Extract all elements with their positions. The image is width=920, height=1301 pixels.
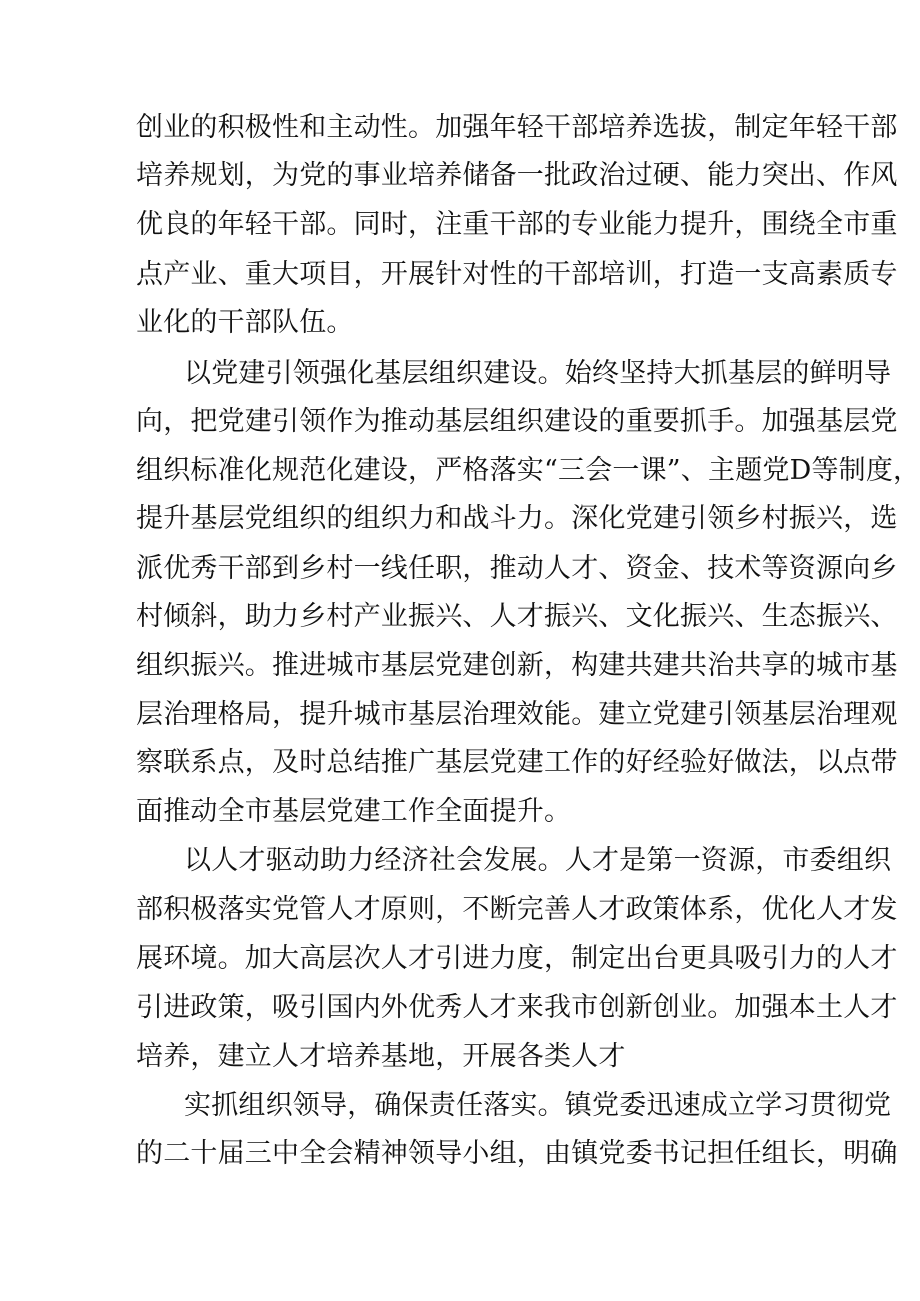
text-line: 向，把党建引领作为推动基层组织建设的重要抓手。加强基层党: [136, 406, 898, 437]
text-line: 引进政策，吸引国内外优秀人才来我市创新创业。加强本土人才: [136, 992, 898, 1023]
text-line: 创业的积极性和主动性。加强年轻干部培养选拔，制定年轻干部: [136, 112, 898, 143]
text-line: 层治理格局，提升城市基层治理效能。建立党建引领基层治理观: [136, 699, 898, 730]
text-line: 组织振兴。推进城市基层党建创新，构建共建共治共享的城市基: [136, 650, 898, 681]
text-line: 的二十届三中全会精神领导小组，由镇党委书记担任组长，明确: [136, 1138, 898, 1169]
text-line: 优良的年轻干部。同时，注重干部的专业能力提升，围绕全市重: [136, 209, 898, 240]
paragraph-heading-line: 实抓组织领导，确保责任落实。镇党委迅速成立学习贯彻党: [184, 1090, 892, 1121]
text-line: 察联系点，及时总结推广基层党建工作的好经验好做法，以点带: [136, 747, 898, 778]
text-line: 提升基层党组织的组织力和战斗力。深化党建引领乡村振兴，选: [136, 503, 898, 534]
text-line: 组织标准化规范化建设，严格落实“三会一课”、主题党D等制度，: [136, 455, 920, 486]
paragraph-heading-line: 以党建引领强化基层组织建设。始终坚持大抓基层的鲜明导: [184, 358, 892, 389]
text-line: 培养，建立人才培养基地，开展各类人才: [136, 1041, 626, 1072]
text-line: 业化的干部队伍。: [136, 307, 354, 338]
text-line: 派优秀干部到乡村一线任职，推动人才、资金、技术等资源向乡: [136, 553, 898, 584]
text-line: 展环境。加大高层次人才引进力度，制定出台更具吸引力的人才: [136, 943, 898, 974]
paragraph-heading-line: 以人才驱动助力经济社会发展。人才是第一资源，市委组织: [184, 845, 892, 876]
text-line: 部积极落实党管人才原则，不断完善人才政策体系，优化人才发: [136, 894, 898, 925]
text-line: 点产业、重大项目，开展针对性的干部培训，打造一支高素质专: [136, 259, 898, 290]
text-line: 培养规划，为党的事业培养储备一批政治过硬、能力突出、作风: [136, 160, 898, 191]
text-line: 面推动全市基层党建工作全面提升。: [136, 796, 572, 827]
text-line: 村倾斜，助力乡村产业振兴、人才振兴、文化振兴、生态振兴、: [136, 601, 898, 632]
